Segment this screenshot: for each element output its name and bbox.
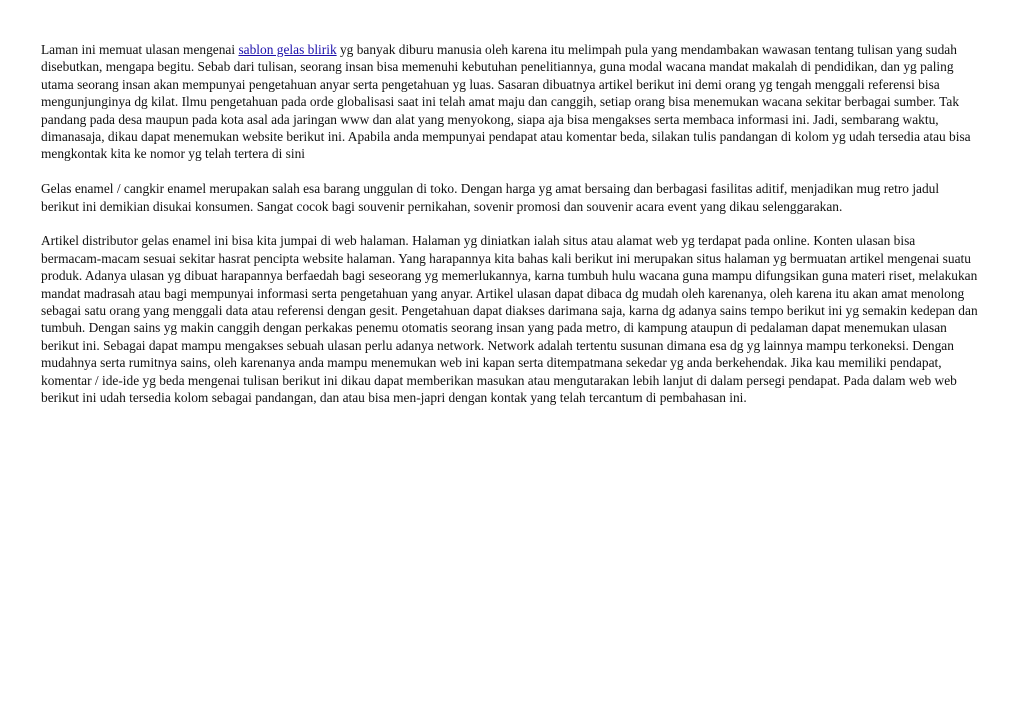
paragraph-intro-text-after: yg banyak diburu manusia oleh karena itu melimpah pula yang mendambakan wawasan tentang tulisan yang sudah disebutkan, mengapa begitu. Sebab dari tulisan, seorang insan bisa memenuhi kebutuhan penelitiannya, guna modal wacana mandat makalah di pendidikan, dan yg paling utama seorang insan akan mempunyai pengetahuan anyar serta pengetahuan yg luas. Sasaran dibuatnya artikel berikut ini demi orang yg tengah menggali referensi bisa mengunjunginya dg kilat. Ilmu pengetahuan pada orde globalisasi saat ini telah amat maju dan canggih, setiap orang bisa menemukan wacana sekitar berbagai sumber. Tak pandang pada desa maupun pada kota asal ada jaringan www dan alat yang menyokong, siapa aja bisa mengakses serta membaca informasi ini. Jadi, sembarang waktu, dimanasaja, dikau dapat menemukan website berikut ini. Apabila anda mempunyai pendapat atau komentar beda, silakan tulis pandangan di kolom yg udah tersedia atau bisa mengkontak kita ke nomor yg telah tertera di sini: [41, 42, 971, 162]
paragraph-intro-text-before: Laman ini memuat ulasan mengenai: [41, 42, 239, 57]
paragraph-enamel: Gelas enamel / cangkir enamel merupakan salah esa barang unggulan di toko. Dengan harga yg amat bersaing dan berbagasi fasilitas aditif, menjadikan mug retro jadul berikut ini demikian disukai konsumen. Sangat cocok bagi souvenir pernikahan, sovenir promosi dan souvenir acara event yang dikau selenggarakan.: [41, 181, 940, 214]
document-body: [41, 41, 978, 424]
sablon-gelas-blirik-link[interactable]: sablon gelas blirik: [238, 42, 337, 57]
paragraph-intro: [41, 41, 978, 163]
paragraph-distributor: Artikel distributor gelas enamel ini bisa kita jumpai di web halaman. Halaman yg diniatkan ialah situs atau alamat web yg terdapat pada online. Konten ulasan bisa bermacam-macam sesuai sekitar hasrat pencipta website halaman. Yang harapannya kita bahas kali berikut ini merupakan situs halaman yg bermuatan artikel mengenai suatu produk. Adanya ulasan yg dibuat harapannya berfaedah bagi seseorang yg memerlukannya, karna tumbuh hulu wacana guna mampu difungsikan guna materi riset, melakukan mandat madrasah atau bagi mempunyai informasi serta pengetahuan yang anyar. Artikel ulasan dapat dibaca dg mudah oleh karenanya, oleh karena itu akan amat menolong sebagai satu orang yang menggali data atau referensi dengan gesit. Pengetahuan dapat diakses darimana saja, karna dg adanya sains tempo berikut ini yg semakin kedepan dan tumbuh. Dengan sains yg makin canggih dengan perkakas penemu otomatis seorang insan yang pada metro, di kampung ataupun di pedalaman dapat menemukan ulasan berikut ini. Sebagai dapat mampu mengakses sebuah ulasan perlu adanya network. Network adalah tertentu susunan dimana esa dg yg lainnya mampu terkoneksi. Dengan mudahnya serta rumitnya sains, oleh karenanya anda mampu menemukan web ini kapan serta ditempatmana sekedar yg anda berkehendak. Jika kau memiliki pendapat, komentar / ide-ide yg beda mengenai tulisan berikut ini dikau dapat memberikan masukan atau mengutarakan lebih lanjut di dalam persegi pendapat. Pada dalam web web berikut ini udah tersedia kolom sebagai pandangan, dan atau bisa men-japri dengan kontak yang telah tercantum di pembahasan ini.: [41, 233, 978, 406]
